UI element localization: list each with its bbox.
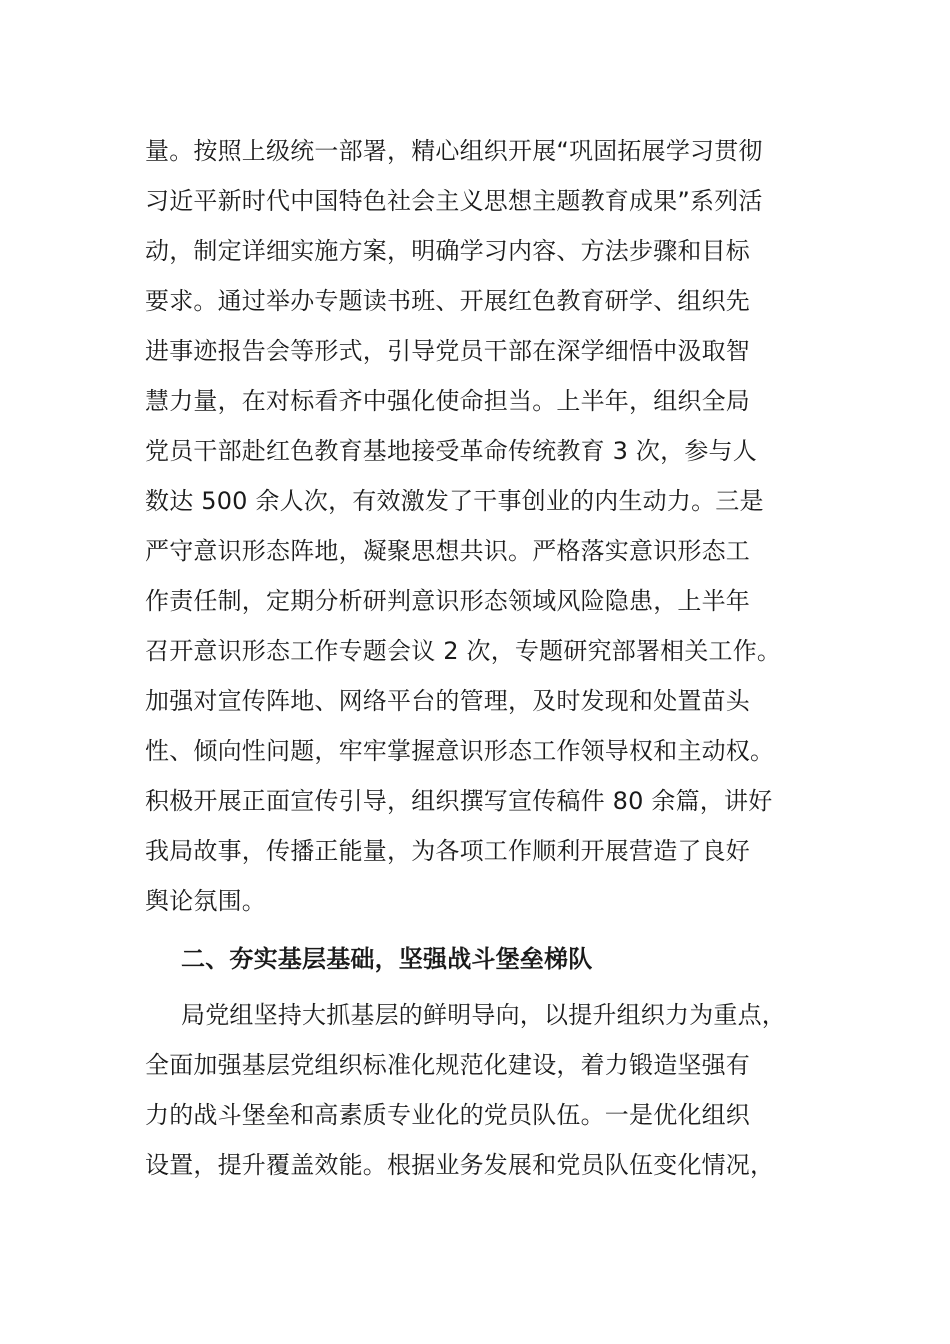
text-line: 召开意识形态工作专题会议 2 次，专题研究部署相关工作。 xyxy=(145,637,782,665)
text-line: 习近平新时代中国特色社会主义思想主题教育成果”系列活 xyxy=(145,187,763,215)
text-line: 加强对宣传阵地、网络平台的管理，及时发现和处置苗头 xyxy=(145,687,750,715)
text-line: 性、倾向性问题，牢牢掌握意识形态工作领导权和主动权。 xyxy=(145,737,775,765)
text-line: 积极开展正面宣传引导，组织撰写宣传稿件 80 余篇，讲好 xyxy=(145,787,773,815)
text-line: 力的战斗堡垒和高素质专业化的党员队伍。一是优化组织 xyxy=(145,1101,750,1129)
paragraph-2 xyxy=(145,990,825,1190)
text-line: 严守意识形态阵地，凝聚思想共识。严格落实意识形态工 xyxy=(145,537,750,565)
text-line: 进事迹报告会等形式，引导党员干部在深学细悟中汲取智 xyxy=(145,337,750,365)
document-body xyxy=(145,126,825,1190)
text-line: 舆论氛围。 xyxy=(145,887,266,915)
text-line: 全面加强基层党组织标准化规范化建设，着力锻造坚强有 xyxy=(145,1051,750,1079)
section-heading: 二、夯实基层基础，坚强战斗堡垒梯队 xyxy=(181,945,593,973)
text-line: 我局故事，传播正能量，为各项工作顺利开展营造了良好 xyxy=(145,837,750,865)
paragraph-1 xyxy=(145,126,825,926)
text-line: 动，制定详细实施方案，明确学习内容、方法步骤和目标 xyxy=(145,237,750,265)
text-line: 局党组坚持大抓基层的鲜明导向，以提升组织力为重点， xyxy=(181,1001,786,1029)
text-line: 量。按照上级统一部署，精心组织开展“巩固拓展学习贯彻 xyxy=(145,137,763,165)
text-line: 数达 500 余人次，有效激发了干事创业的内生动力。三是 xyxy=(145,487,764,515)
text-line: 慧力量，在对标看齐中强化使命担当。上半年，组织全局 xyxy=(145,387,750,415)
text-line: 设置，提升覆盖效能。根据业务发展和党员队伍变化情况， xyxy=(145,1151,775,1179)
text-line: 作责任制，定期分析研判意识形态领域风险隐患，上半年 xyxy=(145,587,750,615)
text-line: 党员干部赴红色教育基地接受革命传统教育 3 次，参与人 xyxy=(145,437,757,465)
text-line: 要求。通过举办专题读书班、开展红色教育研学、组织先 xyxy=(145,287,750,315)
